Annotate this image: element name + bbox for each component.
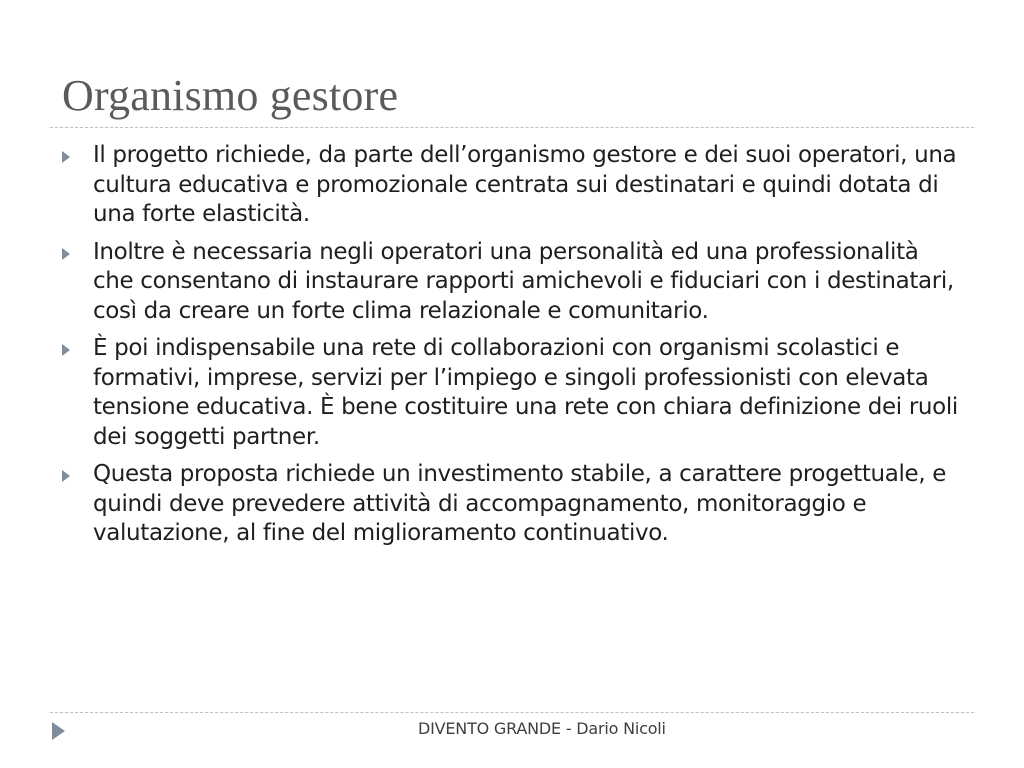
- triangle-right-icon: [62, 470, 70, 482]
- bullet-item: [62, 238, 962, 327]
- bullet-text: Questa proposta richiede un investimento stabile, a carattere progettuale, e quindi deve prevedere attività di accompagnamento, monitoraggio e valutazione, al fine del miglioramento continuativo.: [93, 461, 947, 546]
- bullet-item: [62, 141, 962, 230]
- bullet-text: È poi indispensabile una rete di collaborazioni con organismi scolastici e formativi, imprese, servizi per l’impiego e singoli professionisti con elevata tensione educativa. È bene costituire una rete con chiara definizione dei ruoli dei soggetti partner.: [93, 335, 958, 450]
- bullet-item: [62, 334, 962, 452]
- triangle-right-icon: [52, 722, 65, 740]
- bullet-text: Inoltre è necessaria negli operatori una personalità ed una professionalità che consentano di instaurare rapporti amichevoli e fiduciari con i destinatari, così da creare un forte clima relazionale e comunitario.: [93, 238, 954, 324]
- triangle-right-icon: [62, 151, 70, 163]
- triangle-right-icon: [62, 344, 70, 356]
- bullet-text: Il progetto richiede, da parte dell’organismo gestore e dei suoi operatori, una cultura educativa e promozionale centrata sui destinatari e quindi dotata di una forte elasticità.: [93, 142, 957, 227]
- triangle-right-icon: [62, 248, 70, 260]
- bullet-list: [62, 141, 962, 557]
- bullet-item: [62, 460, 962, 549]
- title-divider: [50, 127, 974, 128]
- footer-divider: [50, 712, 974, 713]
- slide-title: Organismo gestore: [62, 71, 399, 120]
- footer-text: DIVENTO GRANDE - Dario Nicoli: [418, 719, 666, 738]
